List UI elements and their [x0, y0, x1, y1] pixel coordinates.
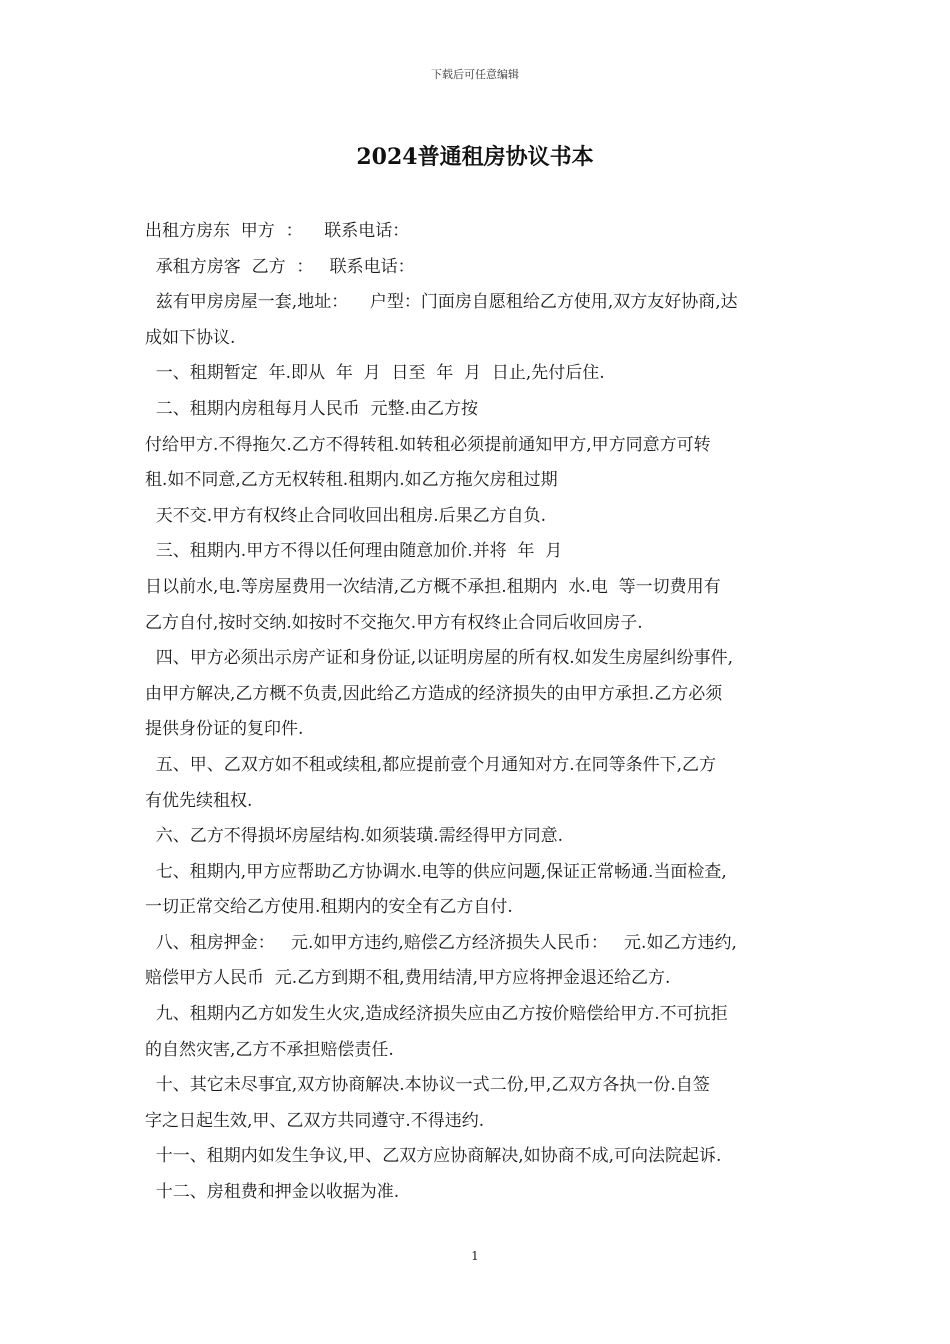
body-line: 付给甲方.不得拖欠.乙方不得转租.如转租必须提前通知甲方,甲方同意方可转 — [145, 434, 711, 455]
body-line: 十二、房租费和押金以收据为准. — [145, 1182, 400, 1203]
body-line: 八、租房押金： 元.如甲方违约,赔偿乙方经济损失人民币： 元.如乙方违约, — [145, 932, 737, 953]
body-line: 兹有甲房房屋一套,地址： 户型：门面房自愿租给乙方使用,双方友好协商,达 — [145, 292, 738, 313]
body-line: 提供身份证的复印件. — [145, 719, 304, 740]
body-line: 四、甲方必须出示房产证和身份证,以证明房屋的所有权.如发生房屋纠纷事件, — [145, 648, 734, 669]
body-line: 出租方房东 甲方 ： 联系电话： — [145, 221, 410, 241]
body-line: 二、租期内房租每月人民币 元整.由乙方按 — [145, 398, 479, 419]
body-line: 五、甲、乙双方如不租或续租,都应提前壹个月通知对方.在同等条件下,乙方 — [145, 754, 717, 775]
body-line: 乙方自付,按时交纳.如按时不交拖欠.甲方有权终止合同后收回房子. — [145, 612, 643, 633]
body-line: 赔偿甲方人民币 元.乙方到期不租,费用结清,甲方应将押金退还给乙方. — [145, 968, 671, 989]
body-line: 十一、租期内如发生争议,甲、乙双方应协商解决,如协商不成,可向法院起诉. — [145, 1146, 722, 1167]
body-line: 一切正常交给乙方使用.租期内的安全有乙方自付. — [145, 897, 513, 918]
body-line: 字之日起生效,甲、乙双方共同遵守.不得违约. — [145, 1110, 485, 1131]
document-title: 2024普通租房协议书本 — [356, 144, 594, 170]
body-line: 十、其它未尽事宜,双方协商解决.本协议一式二份,甲,乙双方各执一份.自签 — [145, 1075, 710, 1096]
body-line: 承租方房客 乙方 ： 联系电话： — [145, 256, 415, 277]
page-number: 1 — [471, 1249, 479, 1263]
body-line: 成如下协议. — [145, 327, 236, 348]
body-line: 有优先续租权. — [145, 790, 253, 811]
body-line: 由甲方解决,乙方概不负责,因此给乙方造成的经济损失的由甲方承担.乙方必须 — [145, 683, 723, 704]
body-line: 六、乙方不得损坏房屋结构.如须装璜.需经得甲方同意. — [145, 826, 564, 847]
body-line: 九、租期内乙方如发生火灾,造成经济损失应由乙方按价赔偿给甲方.不可抗拒 — [145, 1004, 728, 1025]
body-line: 天不交.甲方有权终止合同收回出租房.后果乙方自负. — [145, 505, 547, 526]
header-note: 下载后可任意编辑 — [431, 68, 519, 81]
body-line: 的自然灾害,乙方不承担赔偿责任. — [145, 1039, 394, 1060]
body-line: 三、租期内.甲方不得以任何理由随意加价.并将 年 月 — [145, 541, 563, 562]
document-body — [145, 214, 807, 1211]
body-line: 日以前水,电.等房屋费用一次结清,乙方概不承担.租期内 水.电 等一切费用有 — [145, 576, 721, 597]
body-line: 七、租期内,甲方应帮助乙方协调水.电等的供应问题,保证正常畅通.当面检查, — [145, 861, 727, 882]
body-line: 一、租期暂定 年.即从 年 月 日至 年 月 日止,先付后住. — [145, 363, 605, 384]
body-line: 租.如不同意,乙方无权转租.租期内.如乙方拖欠房租过期 — [145, 470, 558, 491]
